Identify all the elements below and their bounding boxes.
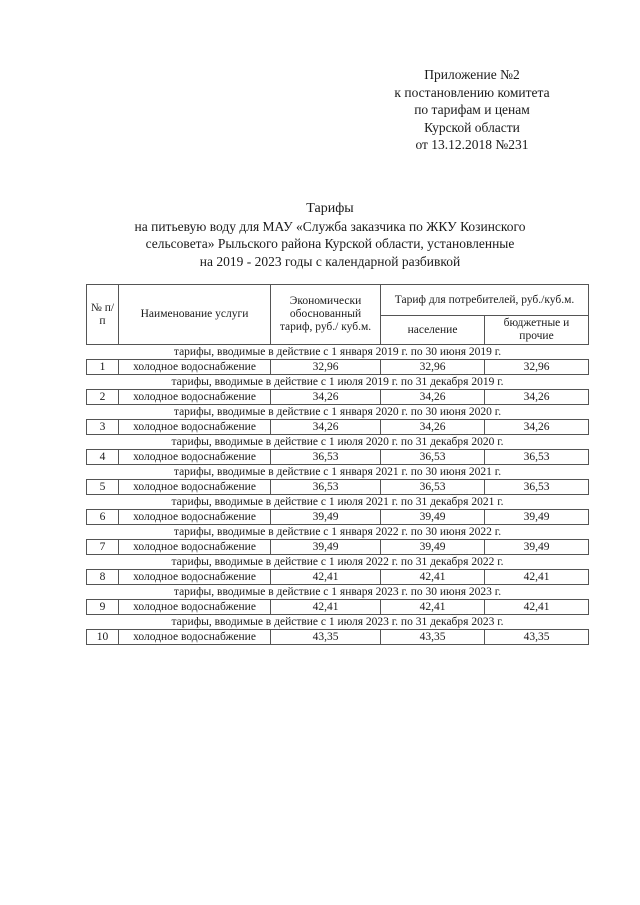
row-economic-tariff: 39,49: [271, 540, 381, 555]
row-budget-tariff: 34,26: [485, 420, 589, 435]
period-row: [87, 555, 589, 570]
row-population-tariff: 42,41: [381, 600, 485, 615]
period-label: тарифы, вводимые в действие с 1 января 2022 г. по 30 июня 2022 г.: [87, 525, 589, 540]
period-label: тарифы, вводимые в действие с 1 июля 2022 г. по 31 декабря 2022 г.: [87, 555, 589, 570]
row-population-tariff: 32,96: [381, 360, 485, 375]
row-population-tariff: 36,53: [381, 450, 485, 465]
period-label: тарифы, вводимые в действие с 1 июля 2023 г. по 31 декабря 2023 г.: [87, 615, 589, 630]
appendix-block: [372, 66, 572, 154]
table-row: [87, 390, 589, 405]
row-economic-tariff: 36,53: [271, 480, 381, 495]
row-service: холодное водоснабжение: [119, 360, 271, 375]
table-row: [87, 420, 589, 435]
appendix-line: по тарифам и ценам: [414, 102, 530, 117]
row-number: 9: [87, 600, 119, 615]
table-row: [87, 450, 589, 465]
row-number: 6: [87, 510, 119, 525]
period-label: тарифы, вводимые в действие с 1 июля 2021 г. по 31 декабря 2021 г.: [87, 495, 589, 510]
period-label: тарифы, вводимые в действие с 1 января 2021 г. по 30 июня 2021 г.: [87, 465, 589, 480]
appendix-line: Курской области: [424, 119, 520, 135]
row-number: 3: [87, 420, 119, 435]
header-economic-tariff: Экономически обоснованный тариф, руб./ куб.м.: [271, 285, 381, 345]
row-economic-tariff: 42,41: [271, 570, 381, 585]
row-number: 2: [87, 390, 119, 405]
title-line: на питьевую воду для МАУ «Служба заказчика по ЖКУ Козинского: [134, 218, 526, 234]
row-population-tariff: 43,35: [381, 630, 485, 645]
document-title: [60, 200, 600, 270]
row-budget-tariff: 42,41: [485, 570, 589, 585]
row-economic-tariff: 36,53: [271, 450, 381, 465]
row-number: 5: [87, 480, 119, 495]
row-budget-tariff: 39,49: [485, 540, 589, 555]
period-row: [87, 465, 589, 480]
header-consumer-tariff: Тариф для потребителей, руб./куб.м.: [381, 285, 589, 316]
period-label: тарифы, вводимые в действие с 1 июля 2020 г. по 31 декабря 2020 г.: [87, 435, 589, 450]
table-row: [87, 570, 589, 585]
row-population-tariff: 39,49: [381, 540, 485, 555]
appendix-line: к постановлению комитета: [394, 84, 550, 100]
row-economic-tariff: 32,96: [271, 360, 381, 375]
header-service: Наименование услуги: [119, 285, 271, 345]
row-budget-tariff: 34,26: [485, 390, 589, 405]
row-number: 1: [87, 360, 119, 375]
row-number: 7: [87, 540, 119, 555]
header-budget: бюджетные и прочие: [485, 316, 589, 345]
row-budget-tariff: 36,53: [485, 480, 589, 495]
header-number: № п/п: [87, 285, 119, 345]
table-row: [87, 600, 589, 615]
row-service: холодное водоснабжение: [119, 420, 271, 435]
row-population-tariff: 39,49: [381, 510, 485, 525]
row-economic-tariff: 39,49: [271, 510, 381, 525]
row-population-tariff: 42,41: [381, 570, 485, 585]
period-label: тарифы, вводимые в действие с 1 января 2020 г. по 30 июня 2020 г.: [87, 405, 589, 420]
appendix-line: Приложение №2: [424, 67, 520, 82]
period-label: тарифы, вводимые в действие с 1 января 2019 г. по 30 июня 2019 г.: [87, 345, 589, 360]
row-population-tariff: 34,26: [381, 420, 485, 435]
row-economic-tariff: 34,26: [271, 390, 381, 405]
period-row: [87, 405, 589, 420]
row-number: 8: [87, 570, 119, 585]
row-service: холодное водоснабжение: [119, 570, 271, 585]
row-population-tariff: 34,26: [381, 390, 485, 405]
table-row: [87, 510, 589, 525]
row-service: холодное водоснабжение: [119, 600, 271, 615]
row-budget-tariff: 39,49: [485, 510, 589, 525]
row-economic-tariff: 42,41: [271, 600, 381, 615]
row-service: холодное водоснабжение: [119, 390, 271, 405]
row-budget-tariff: 42,41: [485, 600, 589, 615]
header-population: население: [381, 316, 485, 345]
period-row: [87, 435, 589, 450]
appendix-line: от 13.12.2018 №231: [415, 137, 529, 152]
row-economic-tariff: 43,35: [271, 630, 381, 645]
title-line: на 2019 - 2023 годы с календарной разбивкой: [199, 253, 461, 269]
period-row: [87, 495, 589, 510]
row-service: холодное водоснабжение: [119, 540, 271, 555]
row-service: холодное водоснабжение: [119, 480, 271, 495]
table-row: [87, 480, 589, 495]
row-budget-tariff: 36,53: [485, 450, 589, 465]
row-population-tariff: 36,53: [381, 480, 485, 495]
tariff-table: [86, 284, 589, 645]
period-row: [87, 375, 589, 390]
period-label: тарифы, вводимые в действие с 1 июля 2019 г. по 31 декабря 2019 г.: [87, 375, 589, 390]
row-number: 10: [87, 630, 119, 645]
row-economic-tariff: 34,26: [271, 420, 381, 435]
title-heading: Тарифы: [306, 201, 354, 216]
period-row: [87, 585, 589, 600]
row-service: холодное водоснабжение: [119, 630, 271, 645]
table-row: [87, 540, 589, 555]
period-label: тарифы, вводимые в действие с 1 января 2023 г. по 30 июня 2023 г.: [87, 585, 589, 600]
row-budget-tariff: 43,35: [485, 630, 589, 645]
period-row: [87, 525, 589, 540]
row-budget-tariff: 32,96: [485, 360, 589, 375]
table-row: [87, 630, 589, 645]
period-row: [87, 615, 589, 630]
table-row: [87, 360, 589, 375]
row-service: холодное водоснабжение: [119, 510, 271, 525]
title-line: сельсовета» Рыльского района Курской области, установленные: [145, 236, 515, 251]
period-row: [87, 345, 589, 360]
row-service: холодное водоснабжение: [119, 450, 271, 465]
row-number: 4: [87, 450, 119, 465]
